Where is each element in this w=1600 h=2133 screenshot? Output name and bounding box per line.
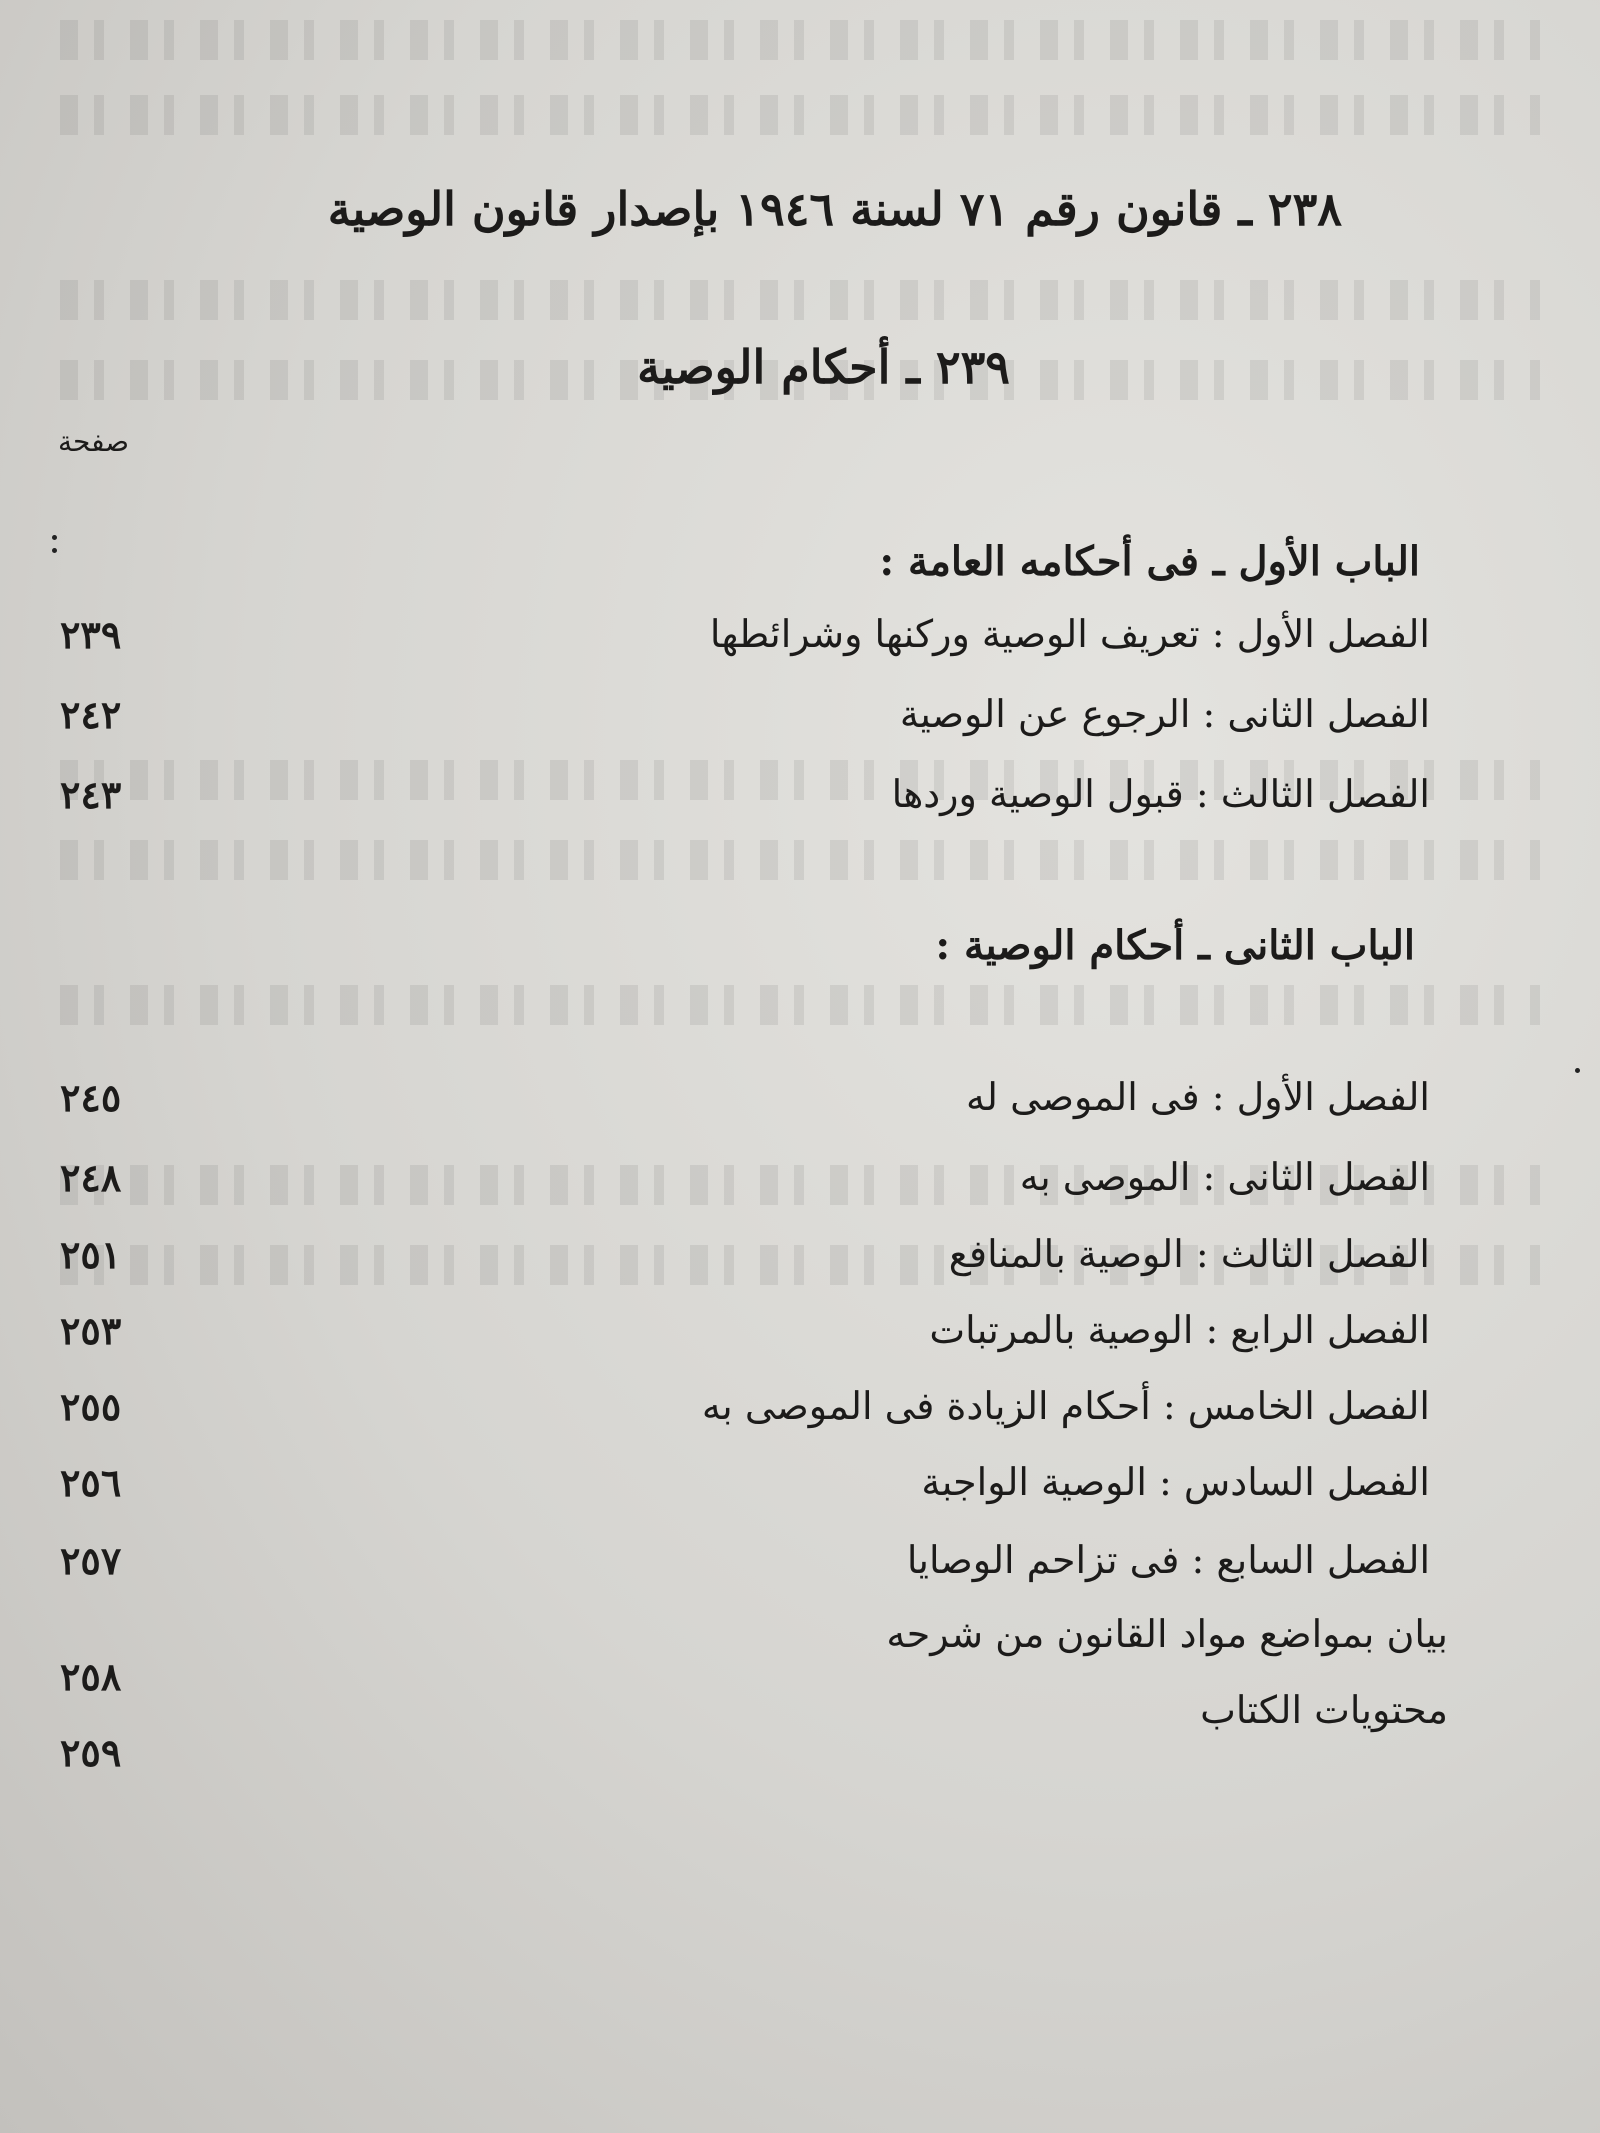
toc-entry[interactable] <box>60 1460 1430 1520</box>
show-through-text <box>60 20 1540 60</box>
toc-entry-page: ٢٣٩ <box>60 612 122 657</box>
toc-entry-page: ٢٥٧ <box>60 1538 122 1583</box>
show-through-text <box>60 985 1540 1025</box>
toc-entry-page: ٢٥٣ <box>60 1308 122 1353</box>
toc-entry-page: ٢٥٥ <box>60 1384 122 1429</box>
stray-mark <box>1575 1068 1580 1073</box>
show-through-text <box>60 280 1540 320</box>
toc-entry[interactable] <box>60 1688 1448 1775</box>
toc-entry-label: بيان بمواضع مواد القانون من شرحه <box>886 1612 1448 1656</box>
show-through-text <box>60 840 1540 880</box>
toc-entry[interactable] <box>60 612 1430 672</box>
toc-entry-label: الفصل الثانى : الرجوع عن الوصية <box>899 692 1430 736</box>
toc-entry-page: ٢٥٨ <box>60 1654 122 1699</box>
toc-entry-label: الفصل الثالث : الوصية بالمنافع <box>948 1232 1430 1276</box>
toc-entry-page: ٢٤٨ <box>60 1155 122 1200</box>
stray-mark <box>52 535 57 540</box>
toc-entry[interactable] <box>60 1384 1430 1444</box>
stray-mark <box>52 548 57 553</box>
toc-entry[interactable] <box>60 1232 1430 1292</box>
toc-entry-label: الفصل الخامس : أحكام الزيادة فى الموصى به <box>701 1384 1430 1428</box>
show-through-text <box>60 95 1540 135</box>
toc-entry[interactable] <box>60 692 1430 752</box>
toc-entry-label: محتويات الكتاب <box>1200 1688 1448 1732</box>
page-column-label: صفحة <box>58 425 130 458</box>
part-one-title: الباب الأول ـ فى أحكامه العامة : <box>879 538 1420 585</box>
toc-entry-page: ٢٤٢ <box>60 692 122 737</box>
toc-entry-page: ٢٥٩ <box>60 1730 122 1775</box>
toc-entry-label: الفصل الثالث : قبول الوصية وردها <box>891 772 1430 816</box>
toc-entry[interactable] <box>60 1075 1430 1135</box>
toc-entry-label: الفصل الرابع : الوصية بالمرتبات <box>929 1308 1430 1352</box>
toc-entry[interactable] <box>60 1612 1448 1699</box>
toc-entry-page: ٢٤٣ <box>60 772 122 817</box>
toc-entry-label: الفصل الأول : فى الموصى له <box>966 1075 1430 1119</box>
toc-entry-label: الفصل الثانى : الموصى به <box>1019 1155 1430 1199</box>
toc-entry-label: الفصل السابع : فى تزاحم الوصايا <box>906 1538 1430 1582</box>
toc-entry-page: ٢٥٦ <box>60 1460 122 1505</box>
toc-entry-page: ٢٥١ <box>60 1232 122 1277</box>
provisions-heading: ٢٣٩ ـ أحكام الوصية <box>637 340 1010 394</box>
toc-entry[interactable] <box>60 1155 1430 1215</box>
part-two-title: الباب الثانى ـ أحكام الوصية : <box>935 922 1415 969</box>
toc-entry-label: الفصل الأول : تعريف الوصية وركنها وشرائطها <box>709 612 1430 656</box>
toc-entry-page: ٢٤٥ <box>60 1075 122 1120</box>
toc-entry[interactable] <box>60 772 1430 832</box>
toc-entry-label: الفصل السادس : الوصية الواجبة <box>921 1460 1430 1504</box>
toc-entry[interactable] <box>60 1538 1430 1598</box>
law-heading: ٢٣٨ ـ قانون رقم ٧١ لسنة ١٩٤٦ بإصدار قانون الوصية <box>327 182 1342 236</box>
toc-entry[interactable] <box>60 1308 1430 1368</box>
